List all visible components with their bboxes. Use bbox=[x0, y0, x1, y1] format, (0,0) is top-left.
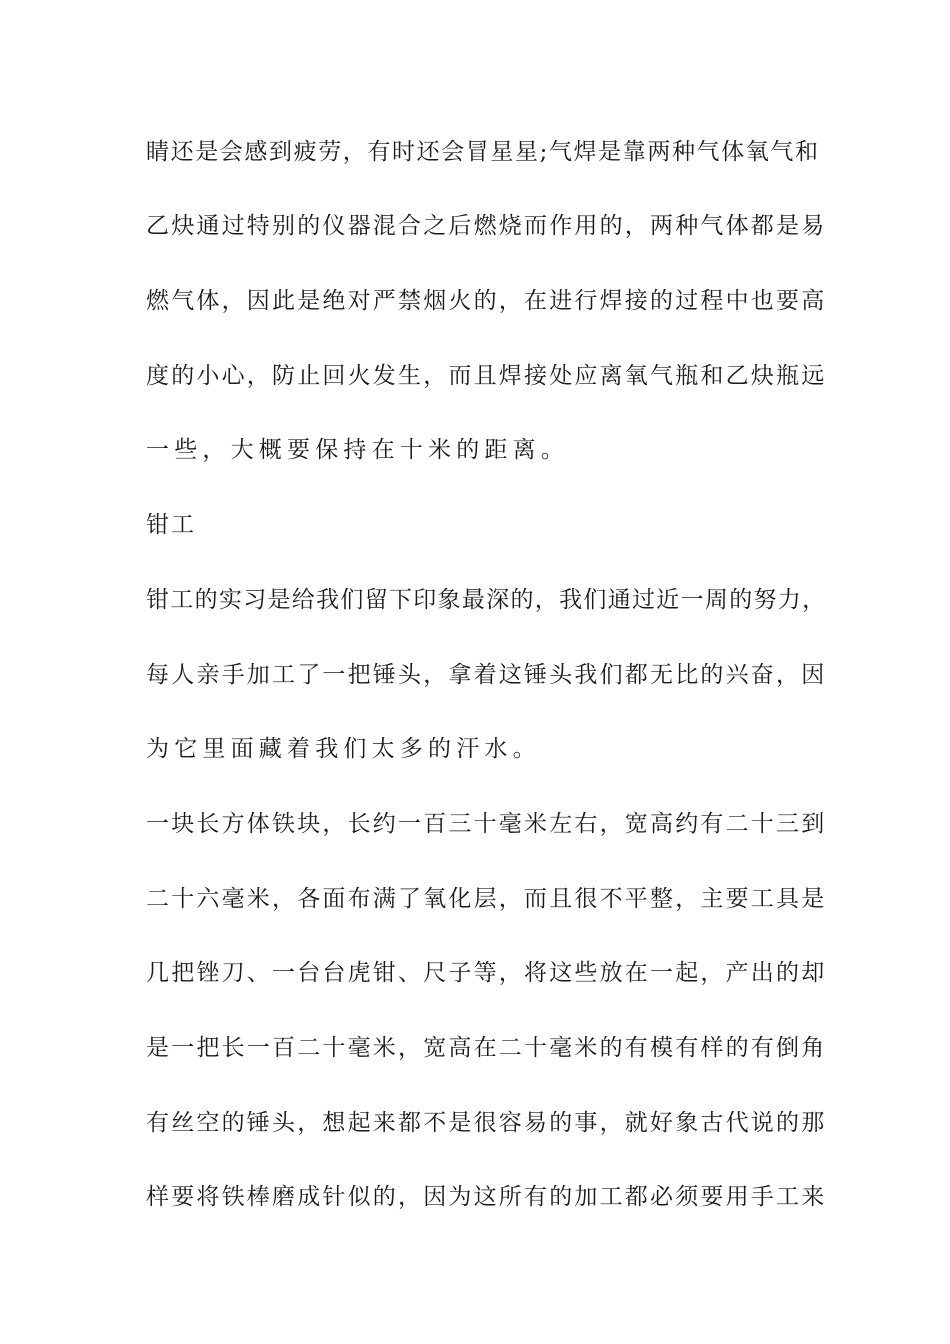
text-line: 燃气体，因此是绝对严禁烟火的，在进行焊接的过程中也要高 bbox=[146, 288, 827, 314]
text-line: 乙炔通过特别的仪器混合之后燃烧而作用的，两种气体都是易 bbox=[146, 213, 827, 239]
text-line: 样要将铁棒磨成针似的，因为这所有的加工都必须要用手工来 bbox=[146, 1184, 827, 1210]
text-line: 为它里面藏着我们太多的汗水。 bbox=[146, 736, 541, 762]
text-line: 几把锉刀、一台台虎钳、尺子等，将这些放在一起，产出的却 bbox=[146, 960, 827, 986]
text-line: 有丝空的锤头，想起来都不是很容易的事，就好象古代说的那 bbox=[146, 1110, 827, 1136]
text-line: 是一把长一百二十毫米，宽高在二十毫米的有模有样的有倒角 bbox=[146, 1035, 827, 1061]
text-line: 度的小心，防止回火发生，而且焊接处应离氧气瓶和乙炔瓶远 bbox=[146, 363, 827, 389]
text-line: 钳工的实习是给我们留下印象最深的，我们通过近一周的努力， bbox=[146, 587, 827, 613]
text-line: 一块长方体铁块，长约一百三十毫米左右，宽高约有二十三到 bbox=[146, 811, 827, 837]
text-line: 每人亲手加工了一把锤头，拿着这锤头我们都无比的兴奋，因 bbox=[146, 662, 827, 688]
section-heading: 钳工 bbox=[146, 512, 196, 538]
text-line: 二十六毫米，各面布满了氧化层，而且很不平整，主要工具是 bbox=[146, 886, 827, 912]
text-line: 睛还是会感到疲劳，有时还会冒星星;气焊是靠两种气体氧气和 bbox=[146, 139, 820, 165]
text-line: 一些，大概要保持在十米的距离。 bbox=[146, 437, 569, 463]
